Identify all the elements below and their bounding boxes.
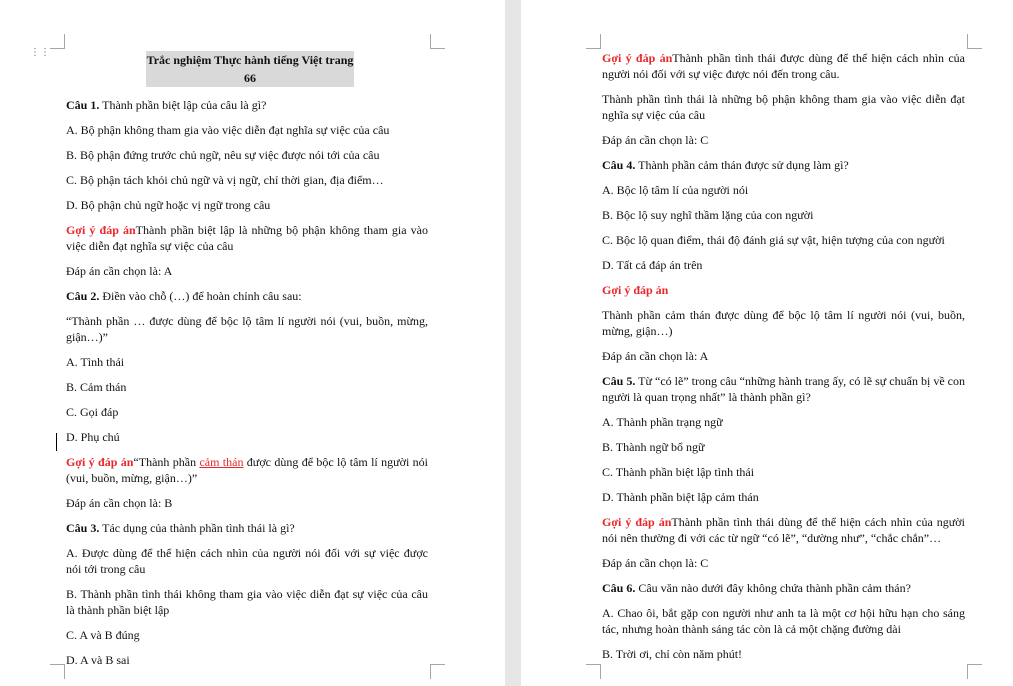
option: B. Bộc lộ suy nghĩ thầm lặng của con người — [602, 208, 814, 222]
option: A. Tình thái — [66, 355, 125, 369]
question-text: Câu văn nào dưới đây không chứa thành phần cảm thán? — [635, 581, 911, 595]
option: D. Bộ phận chủ ngữ hoặc vị ngữ trong câu — [66, 198, 271, 212]
hint-label: Gợi ý đáp án — [66, 455, 134, 469]
hint-label: Gợi ý đáp án — [66, 223, 136, 237]
hint-text: được dùng để bộc lộ tâm lí người nói (vui, buồn, mừng, giận…)” — [66, 455, 429, 485]
document-page-left — [0, 0, 505, 686]
crop-mark — [50, 664, 65, 679]
explanation: Thành phần tình thái là những bộ phận không tham gia vào việc diễn đạt nghĩa sự việc của câu — [602, 92, 965, 122]
hint — [66, 454, 428, 486]
option: D. Tất cả đáp án trên — [602, 258, 703, 272]
crop-mark — [430, 34, 445, 49]
option: D. Thành phần biệt lập cảm thán — [602, 490, 759, 504]
question-text: Từ “có lẽ” trong câu “những hành trang ấy, có lẽ sự chuẩn bị về con người là quan trọng nhất” là thành phần gì? — [602, 374, 965, 404]
question-text: Điền vào chỗ (…) để hoàn chỉnh câu sau: — [99, 289, 302, 303]
answer: Đáp án cần chọn là: C — [602, 556, 709, 570]
hint-text: Thành phần tình thái dùng để thể hiện cách nhìn của người nói nên thường đi với các từ ngữ “có lẽ”, “dường như”, “chắc chắn”… — [602, 515, 965, 545]
option: C. Thành phần biệt lập tình thái — [602, 465, 755, 479]
question-6 — [602, 580, 965, 596]
question-text: Thành phần cảm thán được sử dụng làm gì? — [635, 158, 849, 172]
hint — [602, 50, 965, 82]
question-1 — [66, 97, 428, 113]
crop-mark — [430, 664, 445, 679]
crop-mark — [586, 34, 601, 49]
page-title: Trắc nghiệm Thực hành tiếng Việt trang 66 — [146, 53, 354, 85]
option: D. Phụ chú — [66, 430, 120, 444]
question-label: Câu 2. — [66, 289, 100, 303]
hint-label: Gợi ý đáp án — [602, 283, 669, 297]
question-5 — [602, 373, 965, 405]
crop-mark — [967, 34, 982, 49]
spellcheck-marked-text[interactable]: cảm thán — [199, 455, 244, 469]
option: B. Bộ phận đứng trước chủ ngữ, nêu sự việc được nói tới của câu — [66, 148, 380, 162]
drag-handle-icon[interactable]: ⋮⋮ — [30, 47, 50, 58]
hint-text: Thành phần cảm thán được dùng để bộc lộ tâm lí người nói (vui, buồn, mừng, giận…) — [602, 308, 965, 338]
option: D. A và B sai — [66, 653, 130, 667]
page-content — [66, 48, 428, 677]
answer: Đáp án cần chọn là: A — [66, 264, 173, 278]
question-4 — [602, 157, 965, 173]
option: B. Cảm thán — [66, 380, 127, 394]
question-label: Câu 6. — [602, 581, 636, 595]
option: B. Thành phần tình thái không tham gia vào việc diễn đạt sự việc của câu là thành phần biệt lập — [66, 587, 428, 617]
answer: Đáp án cần chọn là: C — [602, 133, 709, 147]
question-2 — [66, 288, 428, 304]
text-cursor — [56, 433, 57, 451]
question-label: Câu 3. — [66, 521, 100, 535]
question-label: Câu 4. — [602, 158, 636, 172]
question-label: Câu 5. — [602, 374, 636, 388]
option: A. Thành phần trạng ngữ — [602, 415, 723, 429]
quote: “Thành phần … được dùng để bộc lộ tâm lí người nói (vui, buồn, mừng, giận…)” — [66, 314, 428, 344]
answer: Đáp án cần chọn là: A — [602, 349, 709, 363]
question-text: Tác dụng của thành phần tình thái là gì? — [99, 521, 295, 535]
hint-label: Gợi ý đáp án — [602, 515, 672, 529]
question-label: Câu 1. — [66, 98, 100, 112]
hint — [66, 222, 428, 254]
option: C. Bộ phận tách khỏi chủ ngữ và vị ngữ, chỉ thời gian, địa điểm… — [66, 173, 384, 187]
option: B. Trời ơi, chỉ còn năm phút! — [602, 647, 743, 661]
option: A. Được dùng để thể hiện cách nhìn của người nói đối với sự việc được nói tới trong câu — [66, 546, 428, 576]
crop-mark — [586, 664, 601, 679]
hint-text: Thành phần biệt lập là những bộ phận không tham gia vào việc diễn đạt nghĩa sự việc của câu — [66, 223, 428, 253]
crop-mark — [967, 664, 982, 679]
hint — [602, 514, 965, 546]
option: C. Gọi đáp — [66, 405, 119, 419]
hint-text: Thành phần tình thái được dùng để thể hiện cách nhìn của người nói đối với sự việc được nói đến trong câu. — [602, 51, 965, 81]
document-page-right — [521, 0, 1013, 686]
option: A. Chao ôi, bắt gặp con người như anh ta là một cơ hội hữu hạn cho sáng tác, nhưng hoàn thành sáng tác còn là cả một chặng đường dài — [602, 606, 965, 636]
page-content — [602, 50, 965, 671]
question-text: Thành phần biệt lập của câu là gì? — [99, 98, 267, 112]
option: A. Bộ phận không tham gia vào việc diễn đạt nghĩa sự việc của câu — [66, 123, 390, 137]
hint — [602, 282, 965, 298]
option: A. Bộc lộ tâm lí của người nói — [602, 183, 749, 197]
answer: Đáp án cần chọn là: B — [66, 496, 173, 510]
option: C. Bộc lộ quan điểm, thái độ đánh giá sự vật, hiện tượng của con người — [602, 233, 945, 247]
question-3 — [66, 520, 428, 536]
option: C. A và B đúng — [66, 628, 140, 642]
hint-text: “Thành phần — [133, 455, 200, 469]
hint-label: Gợi ý đáp án — [602, 51, 673, 65]
option: B. Thành ngữ bổ ngữ — [602, 440, 705, 454]
crop-mark — [50, 34, 65, 49]
